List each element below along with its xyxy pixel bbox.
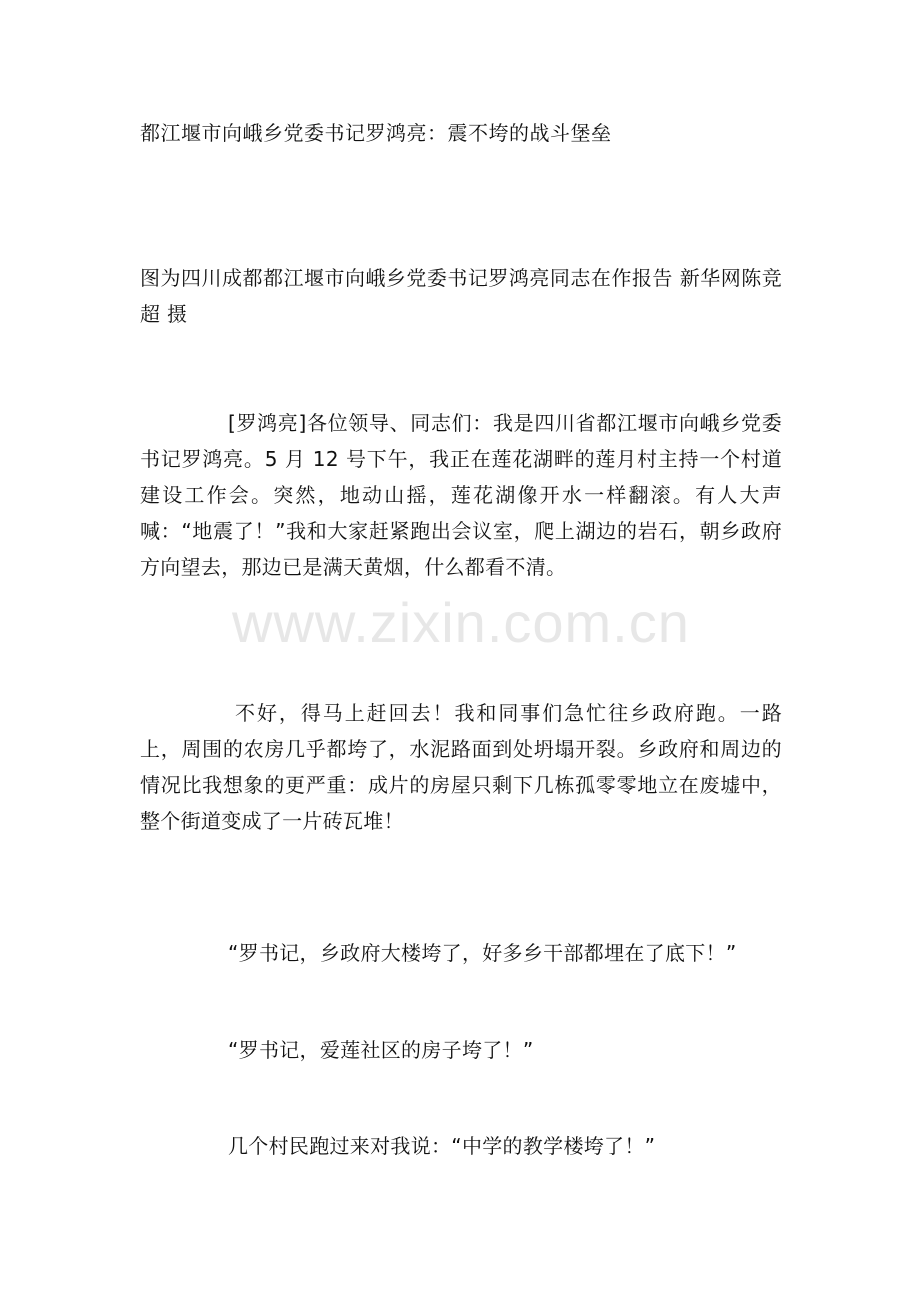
- site-watermark: www.zixin.com.cn: [232, 591, 690, 654]
- quote-line-2: “罗书记，爱莲社区的房子垮了！”: [228, 1038, 534, 1062]
- quote-line-3: 几个村民跑过来对我说：“中学的教学楼垮了！”: [228, 1134, 656, 1158]
- quote-line-1: “罗书记，乡政府大楼垮了，好多乡干部都埋在了底下！”: [228, 941, 737, 965]
- body-paragraph-2: 不好，得马上赶回去！我和同事们急忙往乡政府跑。一路上，周围的农房几乎都垮了，水泥路面到处坍塌开裂。乡政府和周边的情况比我想象的更严重：成片的房屋只剩下几栋孤零零地立在废墟中，整个街道变成了一片砖瓦堆！: [140, 701, 782, 833]
- document-title: 都江堰市向峨乡党委书记罗鸿亮：震不垮的战斗堡垒: [140, 121, 612, 145]
- photo-caption: 图为四川成都都江堰市向峨乡党委书记罗鸿亮同志在作报告 新华网陈竞超 摄: [140, 266, 782, 326]
- body-paragraph-1: [罗鸿亮]各位领导、同志们：我是四川省都江堰市向峨乡党委书记罗鸿亮。5 月 12 号下午，我正在莲花湖畔的莲月村主持一个村道建设工作会。突然，地动山摇，莲花湖像开水一样翻滚。有人大声喊：“地震了！”我和大家赶紧跑出会议室，爬上湖边的岩石，朝乡政府方向望去，那边已是满天黄烟，什么都看不清。: [140, 411, 782, 579]
